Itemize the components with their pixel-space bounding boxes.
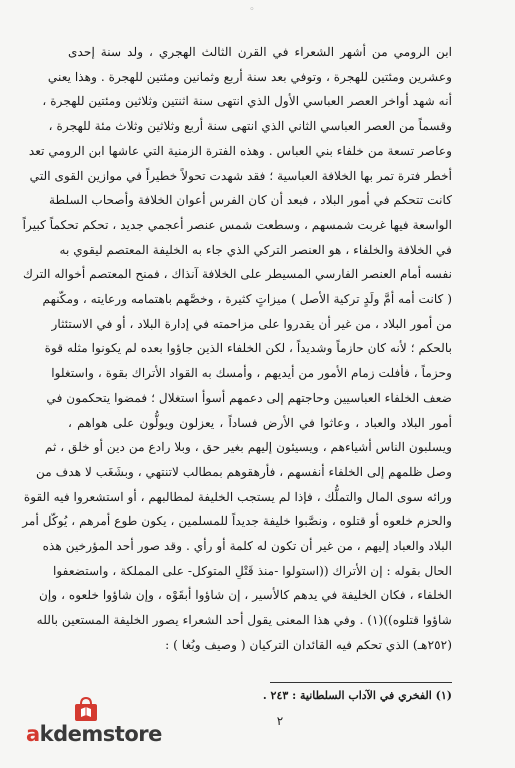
page-number: ٢	[276, 714, 284, 728]
text-line: بالحكم ؛ لأنه كان حازماً وشديداً ، لكن الخلفاء الذين جاؤوا بعده لم يكونوا مثله قوة	[44, 341, 452, 356]
text-line: ( كانت أمه أمَّ ولَدٍ تركية الأصل ) ميزاتٍ كثيرة ، وخصَّهم باهتمامه ورعايته ، ومكّنهم	[42, 292, 452, 307]
text-line: أخطر فترة تمر بها الخلافة العباسية ؛ فقد شهدت تحولاً خطيراً في موازين القوى التي	[29, 168, 452, 183]
text-line: الخلفاء ، فكان الخليفة في يدهم كالأسير ، إن شاؤوا أبقَوْه ، وإن شاؤوا خلعوه ، وإن	[38, 588, 452, 603]
text-line: وعشرين ومئتين للهجرة ، وتوفي بعد سنة أربع وثمانين ومئتين للهجرة . وهذا يعني	[47, 69, 452, 84]
text-line: الحال بقوله : إن الأتراك ((استولوا -منذ قَتْلِ المتوكل- على المملكة ، واستضعفوا	[53, 563, 452, 578]
shopping-bag-icon	[72, 696, 100, 722]
text-line: شاؤوا قتلوه))(١) . وفي هذا المعنى يقول أحد الشعراء يصور الخليفة المستعين بالله	[36, 613, 452, 628]
logo-wordmark: akdemstore	[26, 722, 162, 746]
body-text	[22, 40, 452, 658]
text-line: ويسلبون الناس أشياءهم ، ويسيئون إليهم بغير حق ، وبلا رادع من دين أو خلق ، ثم	[44, 440, 452, 455]
akdemstore-logo	[26, 696, 168, 756]
text-line: نفسه أمام العنصر الفارسي المسيطر على الخلافة آنذاك ، فمنح المعتصم أخواله الترك	[22, 267, 452, 282]
footnote-divider	[270, 682, 452, 683]
text-line: والحزم خلعوه أو قتلوه ، ونصَّبوا خليفة جديداً للمسلمين ، يكون طوع أمرهم ، يُوكّل أمر	[22, 514, 452, 529]
text-line: الواسعة فيها غربت شمسهم ، وسطعت شمس عنصر أعجمي جديد ، تحكم تحكماً كبيراً	[22, 217, 452, 232]
text-line: البلاد والعباد إليهم ، من غير أن تكون له كلمة أو رأي . وقد صور أحد المؤرخين هذه	[42, 539, 452, 554]
text-line: وصل ظلمهم إلى الخلفاء أنفسهم ، فأرهقوهم بمطالب لاتنتهي ، وبشَغَب لا هدف من	[36, 464, 452, 479]
text-line: ورائه سوى المال والتملُّك ، فإذا لم يستجب الخليفة لمطالبهم ، أو استشعروا فيه القوة	[23, 489, 452, 504]
text-line: ابن الرومي من أشهر الشعراء في القرن الثالث الهجري ، ولد سنة إحدى	[68, 45, 452, 59]
text-line: وحزماً ، فأفلت زمام الأمور من أيديهم ، وأمسك به القواد الأتراك بقوة ، واستغلوا	[51, 366, 452, 381]
text-line: وعاصر تسعة من خلفاء بني العباس . وهذه الفترة الزمنية التي عاشها ابن الرومي تعد	[28, 143, 452, 158]
text-line: أنه شهد أواخر العصر العباسي الأول الذي انتهى سنة اثنتين وثلاثين ومئتين للهجرة ،	[42, 94, 452, 109]
paragraph	[22, 40, 452, 658]
top-mark: ◦	[249, 5, 255, 15]
text-line: كانت تتحكم في أمور البلاد ، فبعد أن كان الفرس أعوان الخلافة وأصحاب السلطة	[48, 193, 452, 208]
text-line: ضعف الخلفاء العباسيين وحاجتهم إلى دعمهم أسوأ استغلال ؛ فمضوا يتحكمون في	[46, 390, 452, 405]
footnote: (١) الفخري في الآداب السلطانية : ٢٤٣ .	[262, 689, 452, 702]
text-line: أمور البلاد والعباد ، وعاثوا في الأرض فساداً ، يعزلون ويولُّون على هواهم ،	[68, 415, 452, 430]
text-line: في الخلافة والخلفاء ، هو العنصر التركي الذي جاء به الخليفة المعتصم ليقوي به	[59, 242, 452, 257]
text-line: من أمور البلاد ، من غير أن يقدروا على مزاحمته في إدارة البلاد ، أو في الاستئثار	[51, 316, 452, 331]
text-line: وقسماً من العصر العباسي الثاني الذي انتهى سنة أربع وثلاثين وثلاث مئة للهجرة ،	[48, 119, 452, 134]
text-line: (٢٥٢هـ) الذي تحكم فيه القائدان التركيان ( وصيف وبُغا ) :	[165, 637, 452, 652]
